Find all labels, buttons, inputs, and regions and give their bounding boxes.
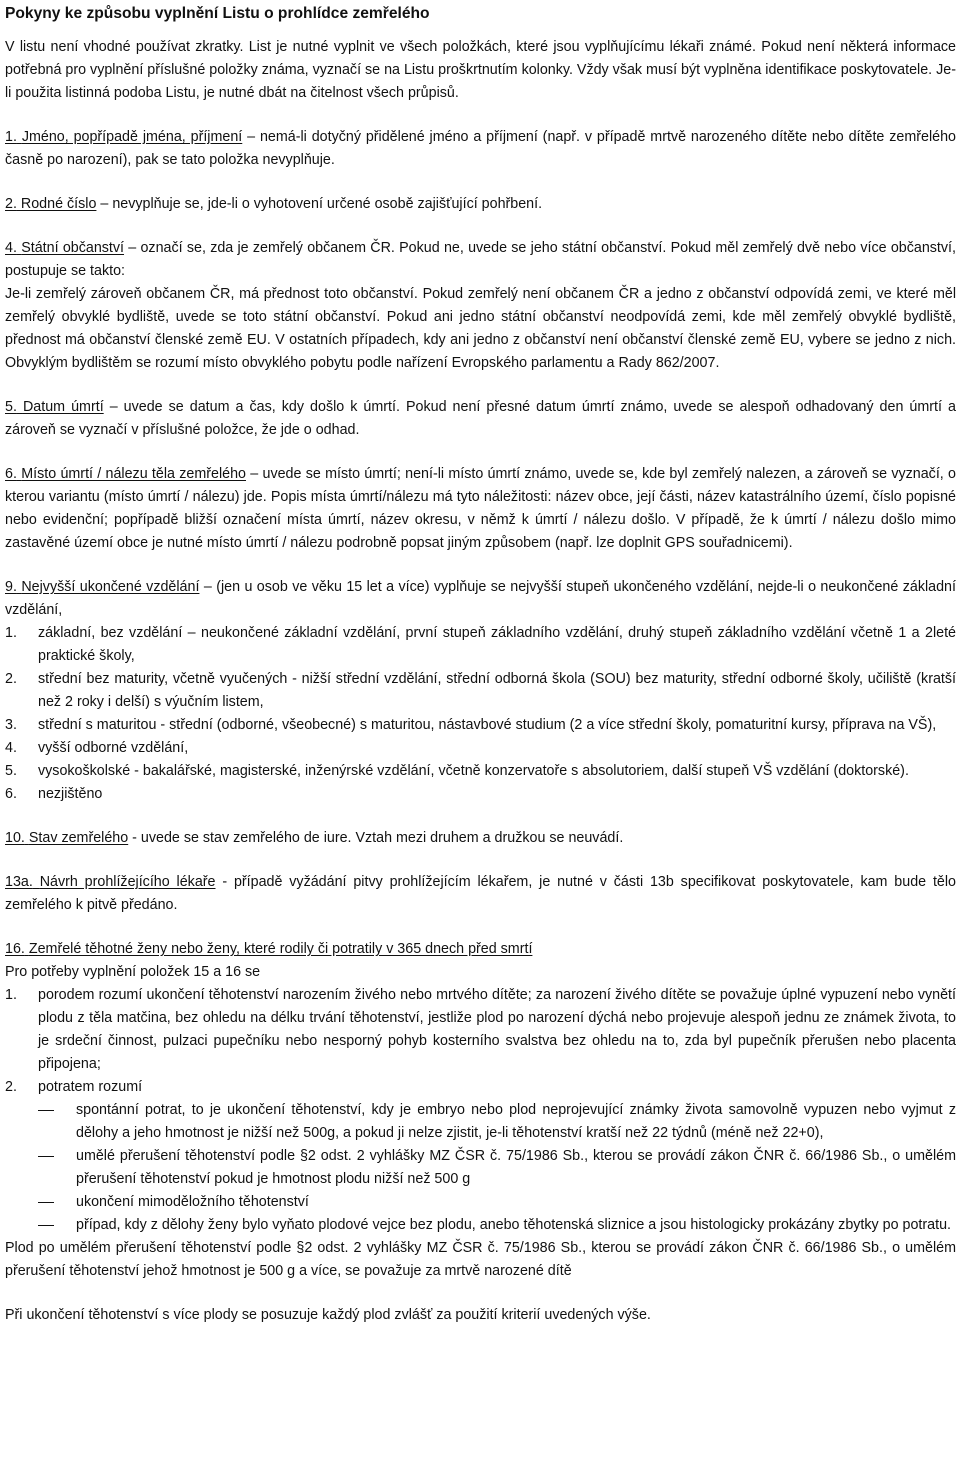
pregnancy-list bbox=[5, 984, 956, 1099]
section-4-text: – označí se, zda je zemřelý občanem ČR. Pokud ne, uvede se jeho státní občanství. Pokud měl zemřelý dvě nebo více občanství, postupuje se takto: bbox=[5, 240, 956, 279]
list-item: ukončení mimoděložního těhotenství bbox=[5, 1191, 956, 1214]
section-16-after: Plod po umělém přerušení těhotenství podle §2 odst. 2 vyhlášky MZ ČSR č. 75/1986 Sb., kterou se provádí zákon ČNR č. 66/1986 Sb., o umělém přerušení těhotenství jehož hmotnost je 500 g a více, se považuje za mrtvě narozené dítě bbox=[5, 1240, 956, 1279]
list-item: 3. střední s maturitou - střední (odborné, všeobecné) s maturitou, nástavbové studium (2 a více střední školy, pomaturitní kursy, příprava na VŠ), bbox=[5, 717, 937, 733]
section-16-subheading: Pro potřeby vyplnění položek 15 a 16 se bbox=[5, 964, 261, 980]
section-9-heading: 9. Nejvyšší ukončené vzdělání bbox=[5, 579, 200, 595]
list-item: 1. porodem rozumí ukončení těhotenství narozením živého nebo mrtvého dítěte; za narození živého dítěte se považuje úplné vypuzení nebo vynětí plodu z těla matčina, bez ohledu na délku trvání těhotenství, jestliže plod po narození dýchá nebo projevuje alespoň jednu ze známek života, to je srdeční činnost, pulzaci pupečníku nebo nesporný pohyb kosterního svalstva bez ohledu na to, zda byl pupečník přerušen nebo placenta připojena; bbox=[5, 987, 956, 1072]
dash-bullet bbox=[38, 1110, 54, 1111]
section-2-text: – nevyplňuje se, jde-li o vyhotovení určené osobě zajišťující pohřbení. bbox=[96, 196, 543, 212]
dash-bullet bbox=[38, 1202, 54, 1203]
section-6 bbox=[5, 463, 956, 555]
list-item: 2. potratem rozumí bbox=[5, 1079, 143, 1095]
intro-paragraph: V listu není vhodné používat zkratky. List je nutné vyplnit ve všech položkách, které jsou vyplňujícímu lékaři známé. Pokud není některá informace potřebná pro vyplnění příslušné položky známa, vyznačí se na Listu proškrtnutím kolonky. Vždy však musí být vyplněna identifikace poskytovatele. Je-li použita listinná podoba Listu, je nutné dbát na čitelnost všech průpisů. bbox=[5, 39, 956, 101]
section-13a-text: - případě vyžádání pitvy prohlížejícím lékařem, je nutné v části 13b specifikovat poskytovatele, kam bude tělo zemřelého k pitvě předáno. bbox=[5, 874, 957, 913]
section-4 bbox=[5, 237, 956, 283]
document-title: Pokyny ke způsobu vyplnění Listu o prohlídce zemřelého bbox=[5, 5, 430, 22]
list-item: 2. střední bez maturity, včetně vyučených - nižší střední vzdělání, střední odborná škola (SOU) bez maturity, střední odborné školy, učiliště (kratší než 2 roky i delší) s výučním listem, bbox=[5, 671, 956, 710]
section-10-text: - uvede se stav zemřelého de iure. Vztah mezi druhem a družkou se neuvádí. bbox=[128, 830, 624, 846]
dash-bullet bbox=[38, 1225, 54, 1226]
list-item: 1. základní, bez vzdělání – neukončené základní vzdělání, první stupeň základního vzdělání, druhý stupeň základního vzdělání včetně 1 a 2leté praktické školy, bbox=[5, 625, 956, 664]
section-10 bbox=[5, 827, 956, 850]
section-16 bbox=[5, 938, 956, 961]
section-9 bbox=[5, 576, 956, 622]
list-item: 4. vyšší odborné vzdělání, bbox=[5, 740, 189, 756]
education-list bbox=[5, 622, 956, 806]
section-4-text-2: Je-li zemřelý zároveň občanem ČR, má přednost toto občanství. Pokud zemřelý není občanem ČR a jedno z občanství odpovídá zemi, ve které měl zemřelý obvyklé bydliště, uvede se toto státní občanství. Pokud ani jedno státní občanství neodpovídá zemi, kde měl zemřelý obvyklé bydliště, přednost má občanství členské země EU. V ostatních případech, kdy ani jedno z občanství není občanství členské země EU, vybere se jedno z nich. Obvyklým bydlištěm se rozumí místo obvyklého pobytu podle nařízení Evropského parlamentu a Rady 862/2007. bbox=[5, 286, 956, 371]
section-4-heading: 4. Státní občanství bbox=[5, 240, 125, 256]
section-6-text: – uvede se místo úmrtí; není-li místo úmrtí známo, uvede se, kde byl zemřelý nalezen, a zároveň se vyznačí, o kterou variantu (místo úmrtí / nálezu) jde. Popis místa úmrtí/nálezu má tyto náležitosti: název obce, její části, název katastrálního území, číslo popisné nebo evidenční; popřípadě bližší označení místa úmrtí, název okresu, v němž k úmrtí / nálezu došlo. V případě, že k úmrtí / nálezu došlo mimo zastavěné území obce je nutné místo úmrtí / nálezu podrobně popsat jiným způsobem (např. lze doplnit GPS souřadnicemi). bbox=[5, 466, 956, 551]
section-16-final: Při ukončení těhotenství s více plody se posuzuje každý plod zvlášť za použití kriterií uvedených výše. bbox=[5, 1307, 651, 1323]
dash-bullet bbox=[38, 1156, 54, 1157]
list-item: umělé přerušení těhotenství podle §2 odst. 2 vyhlášky MZ ČSR č. 75/1986 Sb., kterou se provádí zákon ČNR č. 66/1986 Sb., o umělém přerušení těhotenství pokud je hmotnost plodu nižší než 500 g bbox=[5, 1145, 956, 1191]
section-6-heading: 6. Místo úmrtí / nálezu těla zemřelého bbox=[5, 466, 246, 482]
section-5-text: – uvede se datum a čas, kdy došlo k úmrtí. Pokud není přesné datum úmrtí známo, uvede se alespoň odhadovaný den úmrtí a zároveň se vyznačí v příslušné položce, že jde o odhad. bbox=[5, 399, 956, 438]
section-2 bbox=[5, 193, 956, 216]
section-10-heading: 10. Stav zemřelého bbox=[5, 830, 129, 846]
section-9-text: – (jen u osob ve věku 15 let a více) vyplňuje se nejvyšší stupeň ukončeného vzdělání, nejde-li o neukončené základní vzdělání, bbox=[5, 579, 956, 618]
section-13a bbox=[5, 871, 956, 917]
list-item: 6. nezjištěno bbox=[5, 786, 103, 802]
section-1-heading: 1. Jméno, popřípadě jména, příjmení bbox=[5, 129, 243, 145]
section-5 bbox=[5, 396, 956, 442]
abortion-types-list bbox=[5, 1099, 956, 1237]
section-2-heading: 2. Rodné číslo bbox=[5, 196, 97, 212]
list-item: 5. vysokoškolské - bakalářské, magisterské, inženýrské vzdělání, včetně konzervatoře s absolutoriem, další stupeň VŠ vzdělání (doktorské). bbox=[5, 763, 909, 779]
section-5-heading: 5. Datum úmrtí bbox=[5, 399, 104, 415]
section-13a-heading: 13a. Návrh prohlížejícího lékaře bbox=[5, 874, 216, 890]
list-item: spontánní potrat, to je ukončení těhotenství, kdy je embryo nebo plod neprojevující známky života samovolně vypuzen nebo vyjmut z dělohy a jeho hmotnost je nižší než 500g, a pokud ji nelze zjistit, je-li těhotenství kratší než 22 týdnů (méně než 22+0), bbox=[5, 1099, 956, 1145]
section-1-text: – nemá-li dotyčný přidělené jméno a příjmení (např. v případě mrtvě narozeného dítěte nebo dítěte zemřelého časně po narození), pak se tato položka nevyplňuje. bbox=[5, 129, 956, 168]
section-16-heading: 16. Zemřelé těhotné ženy nebo ženy, které rodily či potratily v 365 dnech před smrtí bbox=[5, 941, 533, 957]
section-1 bbox=[5, 126, 956, 172]
list-item: případ, kdy z dělohy ženy bylo vyňato plodové vejce bez plodu, anebo těhotenská sliznice a jsou histologicky prokázány zbytky po potratu. bbox=[5, 1214, 956, 1237]
